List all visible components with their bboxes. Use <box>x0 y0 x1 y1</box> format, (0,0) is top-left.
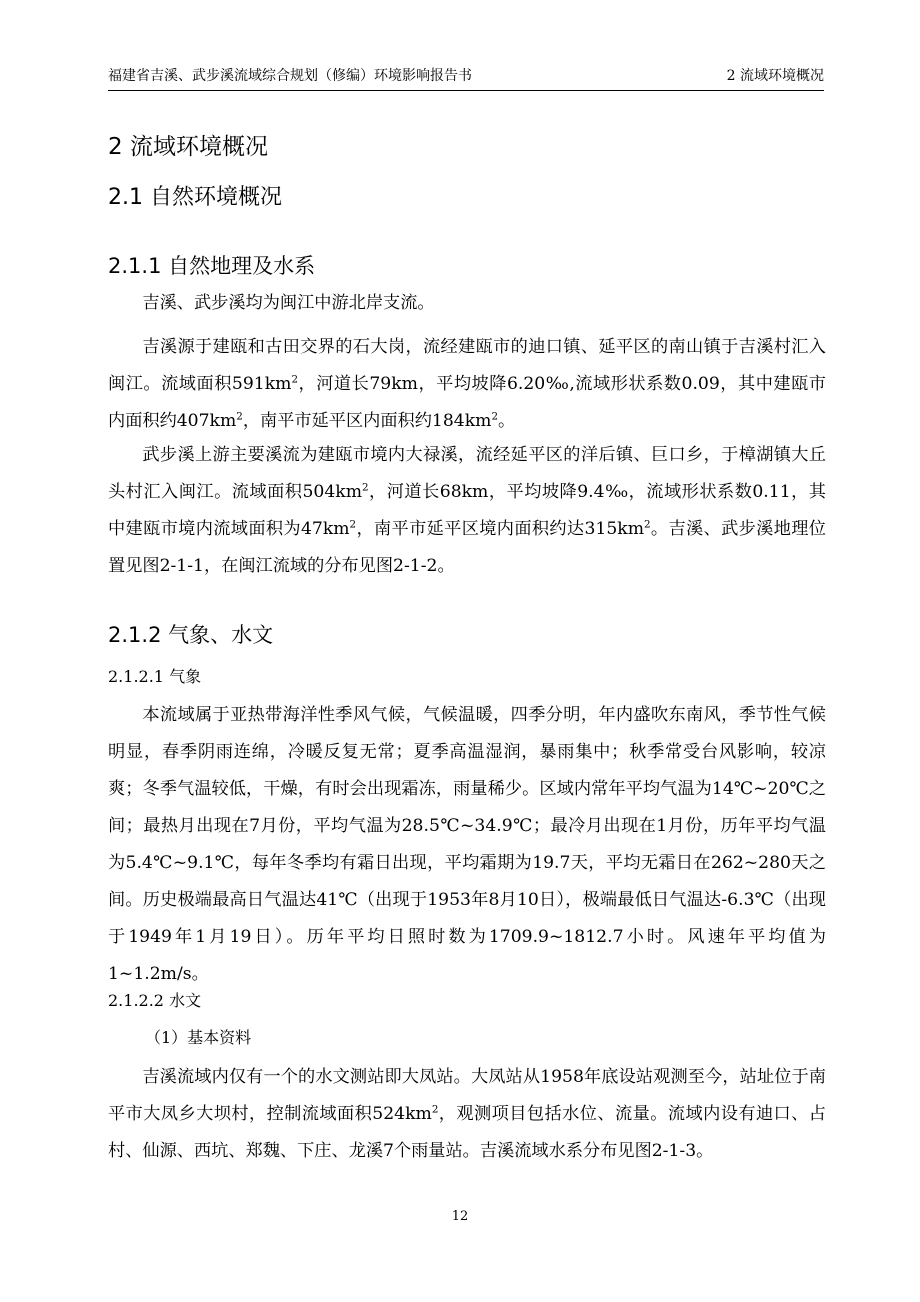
subsection-title-211: 2.1.1 自然地理及水系 <box>108 254 316 278</box>
subsubsection-title-climate: 2.1.2.1 气象 <box>108 667 202 686</box>
subsubsection-title-hydrology: 2.1.2.2 水文 <box>108 991 202 1010</box>
header-doc-title: 福建省吉溪、武步溪流域综合规划（修编）环境影响报告书 <box>108 68 472 84</box>
item-basic-data: （1）基本资料 <box>145 1028 252 1047</box>
paragraph-hydrology: 吉溪流域内仅有一个的水文测站即大凤站。大凤站从1958年底设站观测至今，站址位于南平市大凤乡大坝村，控制流域面积$524km^2$，观测项目包括水位、流量。流域内设有迪口、占村、仙源、西坑、郑魏、下庄、龙溪7个雨量站。吉溪流域水系分布见图2-1-3。 <box>108 1067 826 1161</box>
header-chapter: 2 流域环境概况 <box>726 68 824 84</box>
section-title: 2.1 自然环境概况 <box>108 185 282 210</box>
chapter-title: 2 流域环境概况 <box>108 134 268 160</box>
subsection-title-212: 2.1.2 气象、水文 <box>108 623 274 647</box>
page-number: 12 <box>451 1209 469 1224</box>
paragraph-wubuxi: 武步溪上游主要溪流为建瓯市境内大禄溪，流经延平区的洋后镇、巨口乡，于樟湖镇大丘头村汇入闽江。流域面积$504km^2$，河道长68km，平均坡降9.4‰，流域形状系数0.11，其中建瓯市境内流域面积为$47km^2$，南平市延平区境内面积约达$315km^2$。吉溪、武步溪地理位置见图2-1-1，在闽江流域的分布见图2-1-2。 <box>108 445 826 576</box>
paragraph-climate: 本流域属于亚热带海洋性季风气候，气候温暖，四季分明，年内盛吹东南风，季节性气候明显，春季阴雨连绵，冷暖反复无常；夏季高温湿润，暴雨集中；秋季常受台风影响，较凉爽；冬季气温较低，干燥，有时会出现霜冻，雨量稀少。区域内常年平均气温为14℃~20℃之间；最热月出现在7月份，平均气温为28.5℃~34.9℃；最冷月出现在1月份，历年平均气温为5.4℃~9.1℃，每年冬季均有霜日出现，平均霜期为19.7天，平均无霜日在262~280天之间。历史极端最高日气温达41℃（出现于1953年8月10日），极端最低日气温达-6.3℃（出现于1949年1月19日）。历年平均日照时数为1709.9~1812.7小时。风速年平均值为1~1.2m/s。 <box>108 705 826 984</box>
paragraph-intro: 吉溪、武步溪均为闽江中游北岸支流。 <box>142 293 435 313</box>
page-header <box>108 66 824 91</box>
paragraph-jixi: 吉溪源于建瓯和古田交界的石大岗，流经建瓯市的迪口镇、延平区的南山镇于吉溪村汇入闽江。流域面积$591km^2$，河道长79km，平均坡降6.20‰,流域形状系数0.09，其中建瓯市内面积约$407km^2$，南平市延平区内面积约$184km^2$。 <box>108 337 826 431</box>
